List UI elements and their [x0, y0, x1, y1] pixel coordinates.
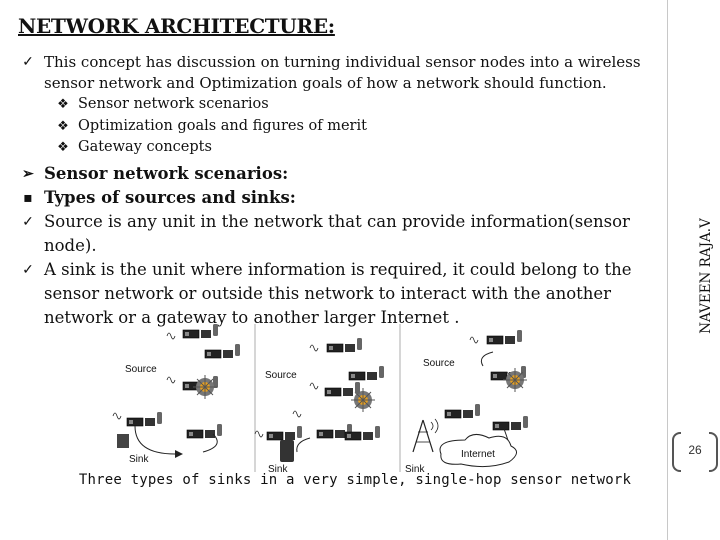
- arrow-bullet-icon: ➢: [22, 165, 34, 182]
- panel-sink-in-network: [113, 324, 240, 465]
- bullet-text: Sensor network scenarios:: [44, 163, 289, 183]
- heading-scenarios: [18, 162, 658, 186]
- sub-bullet-scenarios: [18, 94, 658, 116]
- page-number: [672, 432, 718, 472]
- square-bullet-icon: ▪: [23, 189, 33, 206]
- panel-sink-outside: [255, 338, 384, 474]
- sink-label: Sink: [129, 454, 149, 465]
- heading-sources-sinks: [18, 186, 658, 210]
- slide-title: NETWORK ARCHITECTURE:: [18, 14, 335, 38]
- sink-types-figure: [105, 322, 545, 474]
- sub-bullet-optimization: [18, 116, 658, 138]
- mobile-sink-icon: [280, 440, 294, 462]
- check-icon: ✓: [22, 213, 34, 230]
- bullet-text: Optimization goals and figures of merit: [78, 117, 367, 134]
- bullet-source-definition: [18, 210, 658, 258]
- side-divider: [667, 0, 668, 540]
- diamond-bullet-icon: ❖: [57, 140, 69, 155]
- source-label: Source: [125, 364, 157, 375]
- bullet-intro: [18, 52, 658, 94]
- check-icon: ✓: [22, 54, 34, 70]
- panel-sink-gateway: [405, 330, 528, 474]
- bullet-text: Source is any unit in the network that can provide information(sensor node).: [44, 211, 630, 255]
- bullet-text: Gateway concepts: [78, 139, 212, 155]
- diamond-bullet-icon: ❖: [57, 118, 69, 134]
- author-name: NAVEEN RAJA.V: [698, 218, 714, 334]
- sink-label: Sink: [268, 464, 288, 474]
- bullet-text: Types of sources and sinks:: [44, 187, 296, 207]
- figure-caption: Three types of sinks in a very simple, single-hop sensor network: [78, 472, 632, 488]
- internet-label: Internet: [461, 449, 495, 460]
- source-label: Source: [265, 370, 297, 381]
- bullet-list: [18, 52, 658, 330]
- check-icon: ✓: [22, 261, 34, 278]
- sink-label: Sink: [405, 464, 425, 474]
- bullet-text: A sink is the unit where information is required, it could belong to the sensor network or outside this network to interact with the another network or a gateway to another larger Internet .: [44, 259, 632, 327]
- diamond-bullet-icon: ❖: [57, 97, 69, 112]
- sub-bullet-gateway: [18, 137, 658, 159]
- tower-icon: [413, 419, 438, 452]
- bullet-text: This concept has discussion on turning individual sensor nodes into a wireless sensor network and Optimization goals of how a network should function.: [44, 53, 641, 92]
- source-label: Source: [423, 358, 455, 369]
- bullet-text: Sensor network scenarios: [78, 96, 269, 112]
- page-number-text: 26: [688, 443, 702, 457]
- bullet-sink-definition: [18, 258, 658, 330]
- sink-types-diagram: [105, 322, 545, 474]
